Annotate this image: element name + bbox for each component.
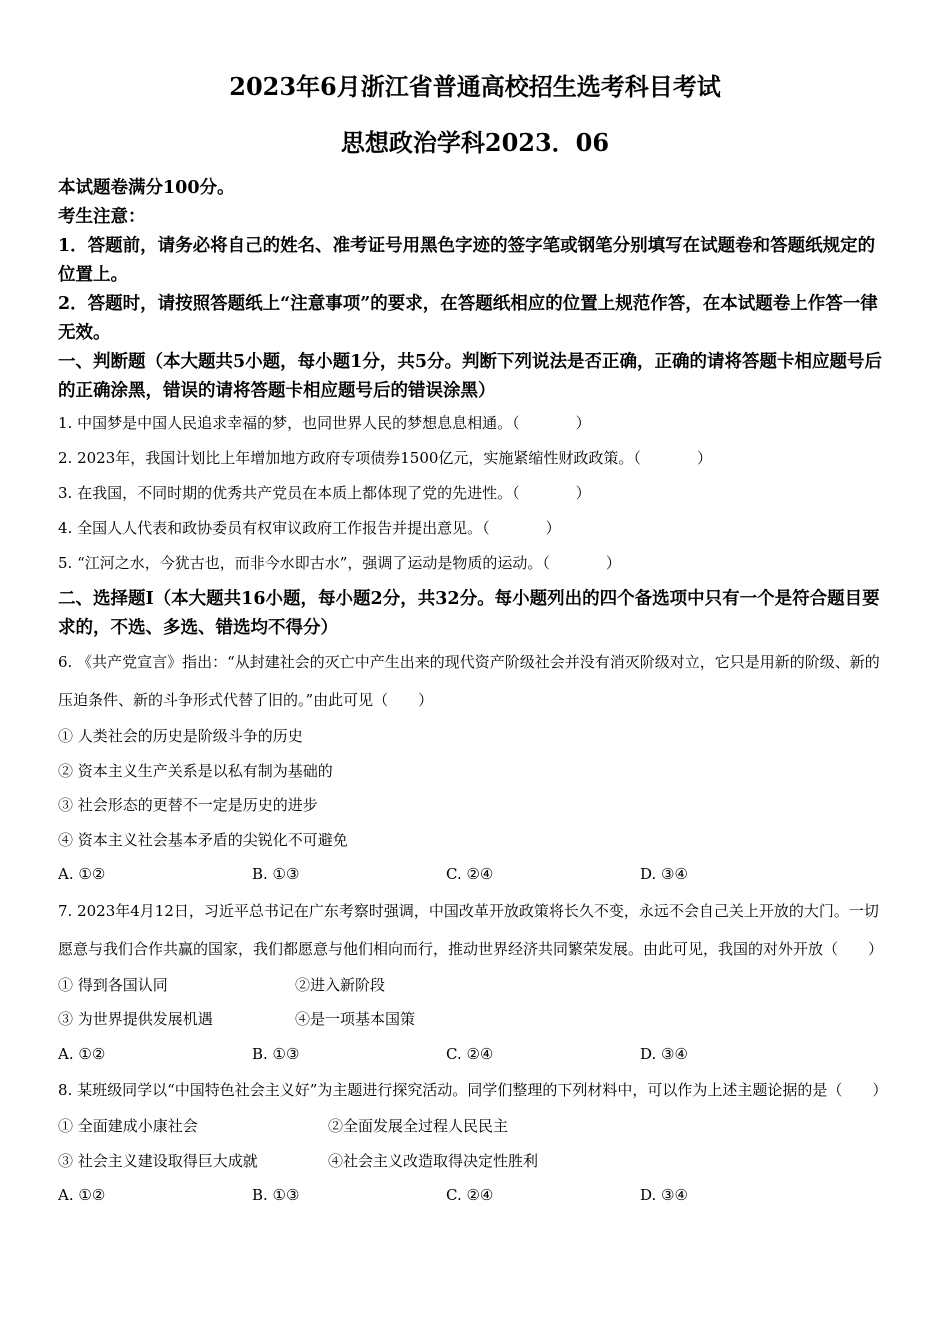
question-option: ②进入新阶段 <box>295 975 386 994</box>
section-heading: 一、判断题（本大题共5小题，每小题1分，共5分。判断下列说法是否正确，正确的请将答题卡相应题号后的正确涂黑，错误的请将答题卡相应题号后的错误涂黑） <box>58 352 883 401</box>
choice-a: A. ①② <box>58 1186 106 1204</box>
paren-close: ） <box>605 554 621 572</box>
question-stem: 8. 某班级同学以“中国特色社会主义好”为主题进行探究活动。同学们整理的下列材料中，可以作为上述主题论据的是（ ） <box>58 1081 888 1099</box>
question-option: ① 人类社会的历史是阶级斗争的历史 <box>58 727 303 745</box>
judgment-item <box>58 511 892 546</box>
option-row <box>58 1144 892 1179</box>
choice-d: D. ③④ <box>640 1044 688 1063</box>
question-option: ① 全面建成小康社会 <box>58 1117 198 1135</box>
judgment-item <box>58 546 892 581</box>
option-row <box>58 968 892 1003</box>
question-8 <box>58 1071 892 1213</box>
paren-close: ） <box>575 414 591 432</box>
judgment-item <box>58 406 892 441</box>
question-option: ③ 社会主义建设取得巨大成就 <box>58 1151 258 1170</box>
paren-close: ） <box>575 484 591 502</box>
paren-close: ） <box>545 519 561 537</box>
notice-item: 2．答题时，请按照答题纸上“注意事项”的要求，在答题纸相应的位置上规范作答，在本试题卷上作答一律无效。 <box>58 294 878 343</box>
answer-choices <box>58 857 892 892</box>
judgment-text: 3. 在我国，不同时期的优秀共产党员在本质上都体现了党的先进性。（ <box>58 484 520 502</box>
judgment-list <box>58 406 892 581</box>
judgment-item <box>58 476 892 511</box>
exam-subtitle: 思想政治学科2023．06 <box>340 128 610 157</box>
score-note: 本试题卷满分100分。 <box>58 178 235 198</box>
question-option: ④ 资本主义社会基本矛盾的尖锐化不可避免 <box>58 830 348 849</box>
question-6 <box>58 643 892 892</box>
question-7 <box>58 892 892 1072</box>
question-option: ① 得到各国认同 <box>58 975 168 994</box>
judgment-text: 1. 中国梦是中国人民追求幸福的梦，也同世界人民的梦想息息相通。（ <box>58 414 520 432</box>
choice-c: C. ②④ <box>446 1186 494 1204</box>
exam-body <box>58 174 892 1213</box>
option-row <box>58 1002 892 1037</box>
choice-b: B. ①③ <box>252 865 300 883</box>
choice-b: B. ①③ <box>252 1186 300 1204</box>
exam-title: 2023年6月浙江省普通高校招生选考科目考试 <box>229 72 721 101</box>
question-option: ②全面发展全过程人民民主 <box>328 1117 509 1135</box>
question-option: ③ 为世界提供发展机遇 <box>58 1010 213 1028</box>
answer-choices <box>58 1037 892 1072</box>
section-heading: 二、选择题Ⅰ（本大题共16小题，每小题2分，共32分。每小题列出的四个备选项中只有一个是符合题目要求的，不选、多选、错选均不得分） <box>58 589 880 638</box>
question-stem: 6. 《共产党宣言》指出：“从封建社会的灭亡中产生出来的现代资产阶级社会并没有消灭阶级对立，它只是用新的阶级、新的压迫条件、新的斗争形式代替了旧的。”由此可见（ ） <box>58 653 880 709</box>
notice-item: 1．答题前，请务必将自己的姓名、准考证号用黑色字迹的签字笔或钢笔分别填写在试题卷和答题纸规定的位置上。 <box>58 236 876 285</box>
question-option: ④社会主义改造取得决定性胜利 <box>328 1151 539 1170</box>
judgment-text: 2. 2023年，我国计划比上年增加地方政府专项债券1500亿元，实施紧缩性财政政策。（ <box>58 449 641 467</box>
choice-d: D. ③④ <box>640 865 688 883</box>
judgment-text: 4. 全国人人代表和政协委员有权审议政府工作报告并提出意见。（ <box>58 519 490 537</box>
choice-c: C. ②④ <box>446 865 494 883</box>
choice-a: A. ①② <box>58 865 106 883</box>
question-option: ③ 社会形态的更替不一定是历史的进步 <box>58 796 318 814</box>
choice-c: C. ②④ <box>446 1044 494 1063</box>
option-row <box>58 1109 892 1144</box>
paren-close: ） <box>696 449 712 467</box>
choice-b: B. ①③ <box>252 1044 300 1063</box>
question-stem: 7. 2023年4月12日，习近平总书记在广东考察时强调，中国改革开放政策将长久不变，永远不会自己关上开放的大门。一切愿意与我们合作共赢的国家，我们都愿意与他们相向而行，推动世界经济共同繁荣发展。由此可见，我国的对外开放（ ） <box>58 901 884 958</box>
judgment-text: 5. “江河之水，今犹古也，而非今水即古水”，强调了运动是物质的运动。（ <box>58 554 550 572</box>
answer-choices <box>58 1178 892 1213</box>
choice-d: D. ③④ <box>640 1186 688 1204</box>
question-option: ④是一项基本国策 <box>295 1010 416 1028</box>
notice-label: 考生注意： <box>58 207 146 227</box>
question-option: ② 资本主义生产关系是以私有制为基础的 <box>58 761 333 780</box>
choice-a: A. ①② <box>58 1044 106 1063</box>
judgment-item <box>58 441 892 476</box>
